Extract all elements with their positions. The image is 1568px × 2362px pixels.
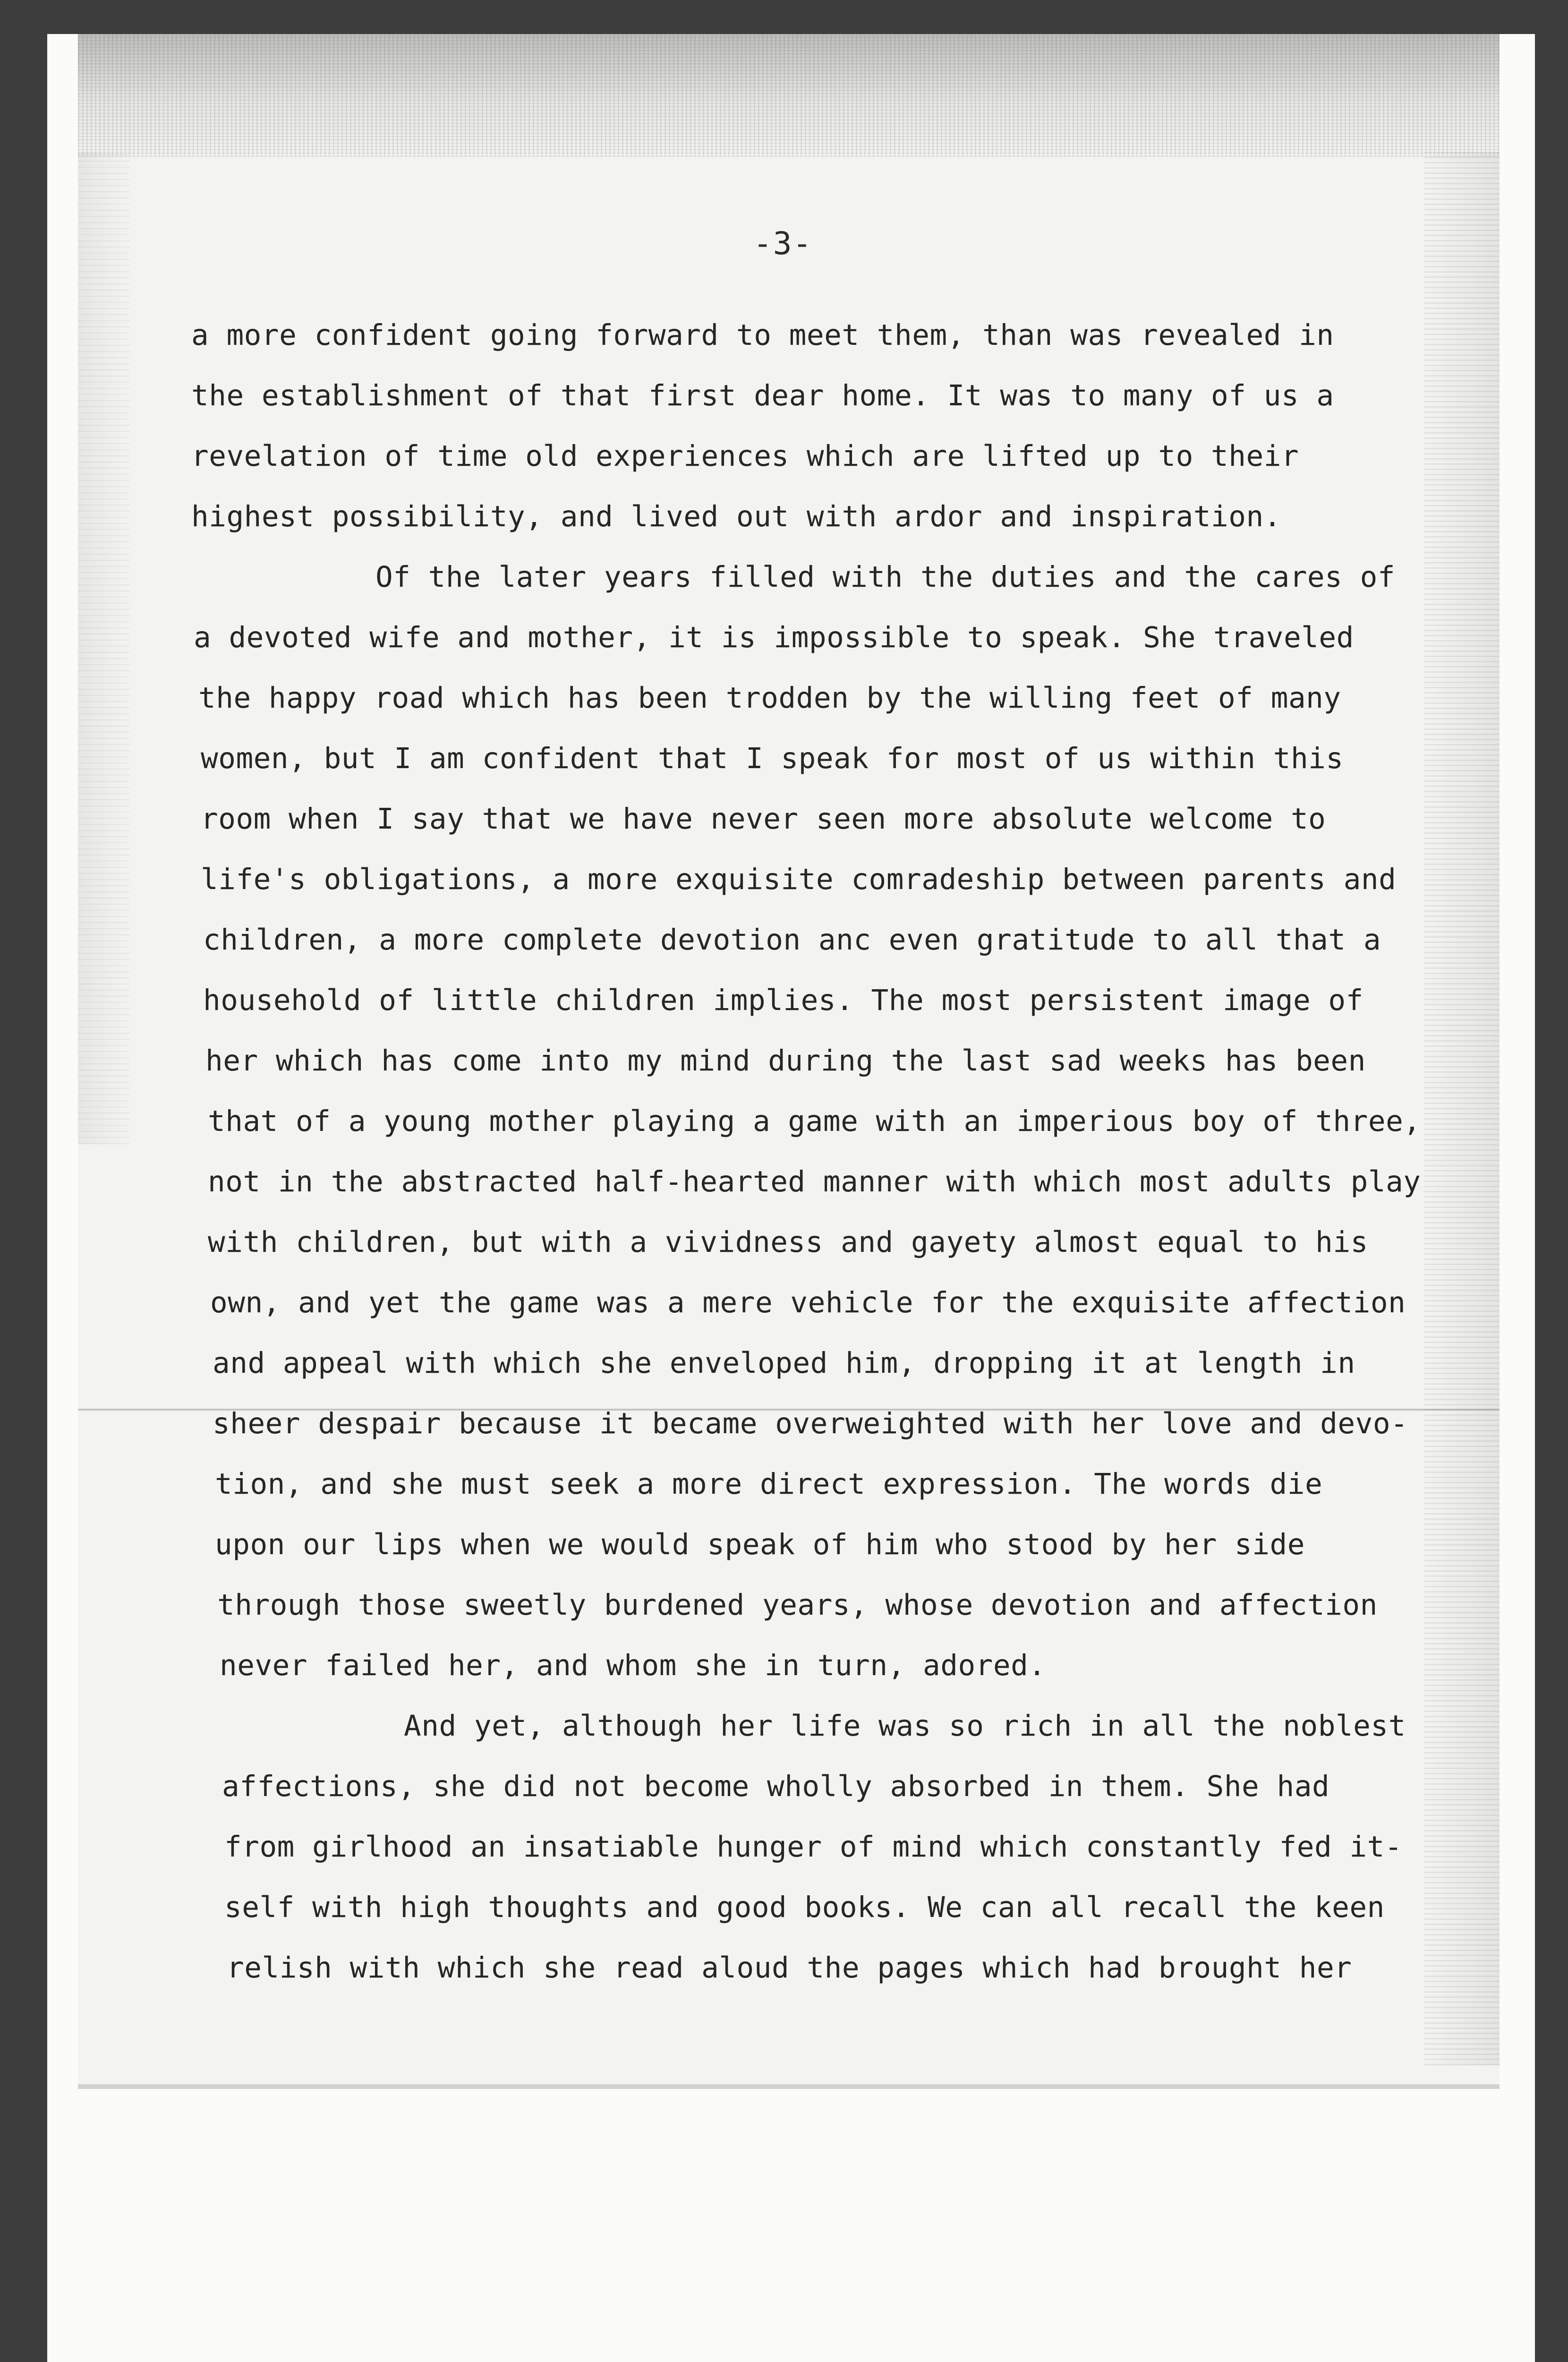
- text-line: never failed her, and whom she in turn, adored.: [220, 1649, 1046, 1682]
- text-line: Of the later years filled with the duties and the cares of: [375, 560, 1396, 594]
- text-line: self with high thoughts and good books. We can all recall the keen: [224, 1891, 1385, 1924]
- text-line: relish with which she read aloud the pages which had brought her: [227, 1951, 1352, 1985]
- text-line: and appeal with which she enveloped him, dropping it at length in: [213, 1346, 1355, 1380]
- scan-noise-header: [78, 34, 1500, 157]
- scan-noise-left-margin: [78, 152, 130, 1144]
- text-line: her which has come into my mind during the last sad weeks has been: [205, 1044, 1366, 1078]
- text-line: the happy road which has been trodden by the willing feet of many: [198, 681, 1341, 715]
- text-line: the establishment of that first dear home. It was to many of us a: [191, 379, 1334, 412]
- document-page: [47, 34, 1535, 2362]
- text-line: a more confident going forward to meet them, than was revealed in: [191, 318, 1334, 352]
- scan-noise-right-margin: [1424, 152, 1500, 2065]
- text-line: affections, she did not become wholly absorbed in them. She had: [222, 1770, 1330, 1803]
- text-line: room when I say that we have never seen more absolute welcome to: [201, 802, 1326, 836]
- text-line: children, a more complete devotion anc even gratitude to all that a: [203, 923, 1381, 957]
- text-line: And yet, although her life was so rich in all the noblest: [404, 1709, 1406, 1743]
- typewritten-sheet: [78, 34, 1500, 2089]
- page-number: -3-: [753, 225, 813, 262]
- text-line: with children, but with a vividness and gayety almost equal to his: [208, 1225, 1368, 1259]
- text-line: a devoted wife and mother, it is impossible to speak. She traveled: [194, 621, 1354, 654]
- text-line: upon our lips when we would speak of him who stood by her side: [215, 1528, 1305, 1561]
- sheet-bottom-edge: [78, 2084, 1500, 2089]
- text-line: revelation of time old experiences which are lifted up to their: [191, 439, 1299, 473]
- text-line: own, and yet the game was a mere vehicle for the exquisite affection: [210, 1286, 1406, 1319]
- text-line: household of little children implies. The most persistent image of: [203, 984, 1363, 1017]
- text-line: not in the abstracted half-hearted manner with which most adults play: [208, 1165, 1421, 1198]
- text-line: sheer despair because it became overweighted with her love and devo-: [213, 1407, 1408, 1440]
- text-line: from girlhood an insatiable hunger of mind which constantly fed it-: [224, 1830, 1403, 1864]
- text-line: that of a young mother playing a game with an imperious boy of three,: [208, 1104, 1421, 1138]
- text-line: women, but I am confident that I speak for most of us within this: [201, 742, 1344, 775]
- text-line: through those sweetly burdened years, whose devotion and affection: [217, 1588, 1378, 1622]
- text-line: life's obligations, a more exquisite comradeship between parents and: [201, 863, 1397, 896]
- text-line: highest possibility, and lived out with ardor and inspiration.: [191, 500, 1281, 533]
- text-line: tion, and she must seek a more direct expression. The words die: [215, 1467, 1323, 1501]
